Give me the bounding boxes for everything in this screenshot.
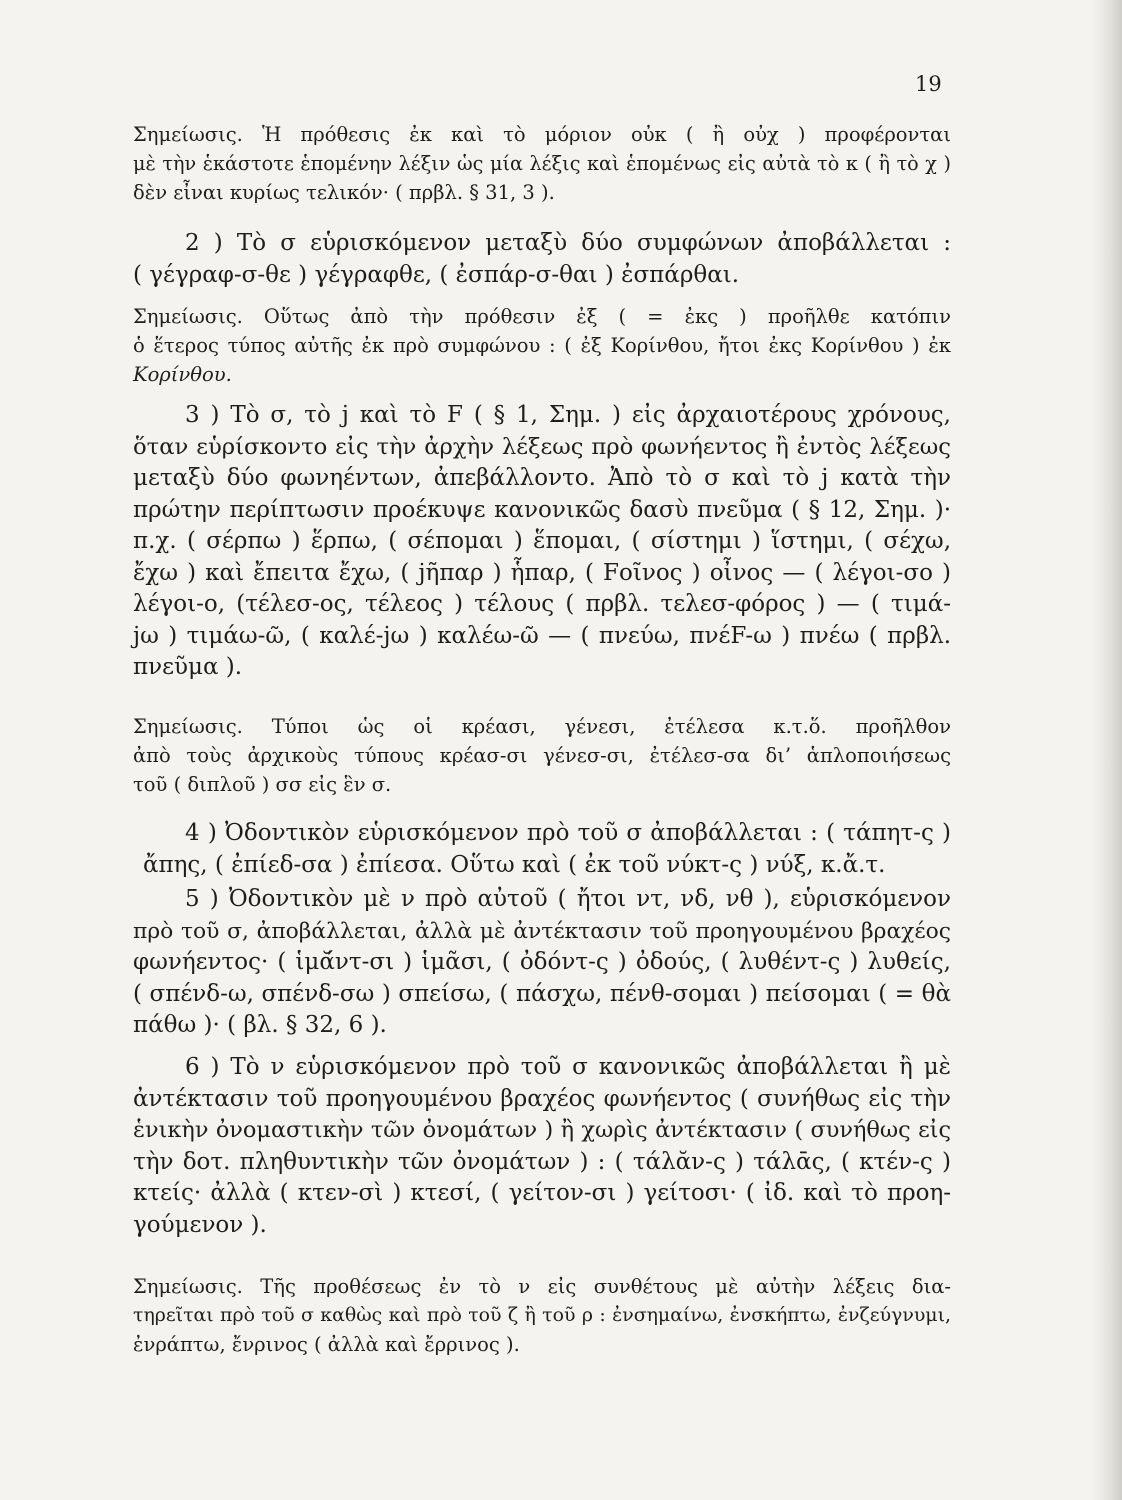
- note-paragraph: [133, 302, 951, 389]
- text-line: μεταξὺ δύο φωνηέντων, ἀπεβάλλοντο. Ἀπὸ τὸ σ καὶ τὸ j κατὰ τὴν: [133, 465, 951, 491]
- note-paragraph: [133, 1272, 951, 1359]
- text-line: 2 ) Τὸ σ εὑρισκόμενον μεταξὺ δύο συμφώνων ἀποβάλλεται :: [185, 230, 951, 256]
- rule-paragraph: [133, 228, 951, 291]
- text-line: ἔχω ) καὶ ἔπειτα ἔχω, ( jῆπαρ ) ἧπαρ, ( Fοῖνος ) οἶνος — ( λέγοι-σο ): [133, 559, 951, 586]
- rule-paragraph: [133, 1052, 951, 1241]
- text-line: 5 ) Ὀδοντικὸν μὲ ν πρὸ αὐτοῦ ( ἤτοι ντ, νδ, νθ ), εὑρισκόμενον: [185, 886, 951, 912]
- text-line: ἐνράπτω, ἔνρινος ( ἀλλὰ καὶ ἔρρινος ).: [133, 1333, 520, 1356]
- text-line: γούμενον ).: [133, 1211, 267, 1238]
- text-line: ἄπης, ( ἐπίεδ-σα ) ἐπίεσα. Οὕτω καὶ ( ἐκ τοῦ νύκτ-ς ) νύξ, κ.ἄ.τ.: [143, 851, 886, 878]
- text-line: λέγοι-ο, (τέλεσ-ος, τέλεος ) τέλους ( πρβλ. τελεσ-φόρος ) — ( τιμά-: [133, 591, 951, 617]
- text-line: Σημείωσις. Τύποι ὡς οἱ κρέασι, γένεσι, ἐτέλεσα κ.τ.ὅ. προῆλθον: [133, 715, 951, 738]
- text-line: 6 ) Τὸ ν εὑρισκόμενον πρὸ τοῦ σ κανονικῶς ἀποβάλλεται ἢ μὲ: [185, 1054, 951, 1080]
- text-line: τοῦ ( διπλοῦ ) σσ εἰς ἓν σ.: [133, 773, 392, 796]
- text-line: πνεῦμα ).: [133, 654, 243, 680]
- text-line: π.χ. ( σέρπω ) ἕρπω, ( σέπομαι ) ἕπομαι, ( σίστημι ) ἵστημι, ( σέχω,: [133, 528, 951, 554]
- text-line: ὅταν εὑρίσκοντο εἰς τὴν ἀρχὴν λέξεως πρὸ φωνήεντος ἢ ἐντὸς λέξεως: [133, 433, 951, 460]
- text-line: Σημείωσις. Ἡ πρόθεσις ἐκ καὶ τὸ μόριον οὐκ ( ἢ οὐχ ) προφέρονται: [133, 123, 951, 146]
- page-binding-shadow: [1092, 0, 1122, 1500]
- text-line: jω ) τιμάω-ῶ, ( καλέ-jω ) καλέω-ῶ — ( πνεύω, πνέF-ω ) πνέω ( πρβλ.: [133, 622, 951, 649]
- text-line: ἀπὸ τοὺς ἀρχικοὺς τύπους κρέασ-σι γένεσ-σι, ἐτέλεσ-σα δι’ ἁπλοποιήσεως: [133, 744, 951, 767]
- rule-paragraph: [133, 400, 951, 684]
- text-line: κτείς· ἀλλὰ ( κτεν-σὶ ) κτεσί, ( γείτον-σι ) γείτοσι· ( ἰδ. καὶ τὸ προη-: [133, 1180, 951, 1206]
- text-line: 4 ) Ὀδοντικὸν εὑρισκόμενον πρὸ τοῦ σ ἀποβάλλεται : ( τάπητ-ς ): [185, 820, 951, 846]
- rule-paragraph: [133, 818, 951, 881]
- text-line: ὁ ἕτερος τύπος αὐτῆς ἐκ πρὸ συμφώνου : ( ἐξ Κορίνθου, ἤτοι ἐκς Κορίνθου ) ἐκ: [133, 334, 951, 357]
- text-line: φωνήεντος· ( ἱμᾰ́ντ-σι ) ἱμᾶσι, ( ὀδόντ-ς ) ὀδούς, ( λυθέντ-ς ) λυθείς,: [133, 949, 951, 975]
- note-paragraph: [133, 712, 951, 799]
- text-line: μὲ τὴν ἑκάστοτε ἑπομένην λέξιν ὡς μία λέξις καὶ ἑπομένως εἰς αὐτὰ τὸ κ ( ἢ τὸ χ ): [133, 152, 951, 175]
- text-line: Σημείωσις. Οὕτως ἀπὸ τὴν πρόθεσιν ἐξ ( = ἐκς ) προῆλθε κατόπιν: [133, 305, 951, 328]
- text-line: Κορίνθου.: [133, 363, 232, 386]
- text-line: Σημείωσις. Τῆς προθέσεως ἐν τὸ ν εἰς συνθέτους μὲ αὐτὴν λέξεις δια-: [133, 1275, 951, 1298]
- text-line: ἀντέκτασιν τοῦ προηγουμένου βραχέος φωνήεντος ( συνήθως εἰς τὴν: [133, 1085, 951, 1112]
- text-line: δὲν εἶναι κυρίως τελικόν· ( πρβλ. § 31, 3 ).: [133, 181, 555, 204]
- text-line: ( σπένδ-ω, σπένδ-σω ) σπείσω, ( πάσχω, πένθ-σομαι ) πείσομαι ( = θὰ: [133, 980, 951, 1007]
- text-line: τὴν δοτ. πληθυντικὴν τῶν ὀνομάτων ) : ( τάλᾰν-ς ) τάλᾱς, ( κτέν-ς ): [133, 1148, 951, 1175]
- text-line: 3 ) Τὸ σ, τὸ j καὶ τὸ F ( § 1, Σημ. ) εἰς ἀρχαιοτέρους χρόνους,: [185, 402, 951, 428]
- rule-paragraph: [133, 884, 951, 1042]
- text-line: τηρεῖται πρὸ τοῦ σ καθὼς καὶ πρὸ τοῦ ζ ἢ τοῦ ρ : ἐνσημαίνω, ἐνσκήπτω, ἐνζεύγνυμι,: [133, 1304, 951, 1326]
- text-line: ( γέγραφ-σ-θε ) γέγραφθε, ( ἐσπάρ-σ-θαι ) ἐσπάρθαι.: [133, 261, 740, 288]
- note-paragraph: [133, 120, 951, 207]
- text-line: πρώτην περίπτωσιν προέκυψε κανονικῶς δασὺ πνεῦμα ( § 12, Σημ. )·: [133, 496, 951, 523]
- text-line: πάθω )· ( βλ. § 32, 6 ).: [133, 1012, 387, 1038]
- text-line: πρὸ τοῦ σ, ἀποβάλλεται, ἀλλὰ μὲ ἀντέκτασιν τοῦ προηγουμένου βραχέος: [133, 918, 951, 944]
- page-number: 19: [915, 72, 942, 96]
- text-line: ἑνικὴν ὀνομαστικὴν τῶν ὀνομάτων ) ἢ χωρὶς ἀντέκτασιν ( συνήθως εἰς: [133, 1117, 951, 1143]
